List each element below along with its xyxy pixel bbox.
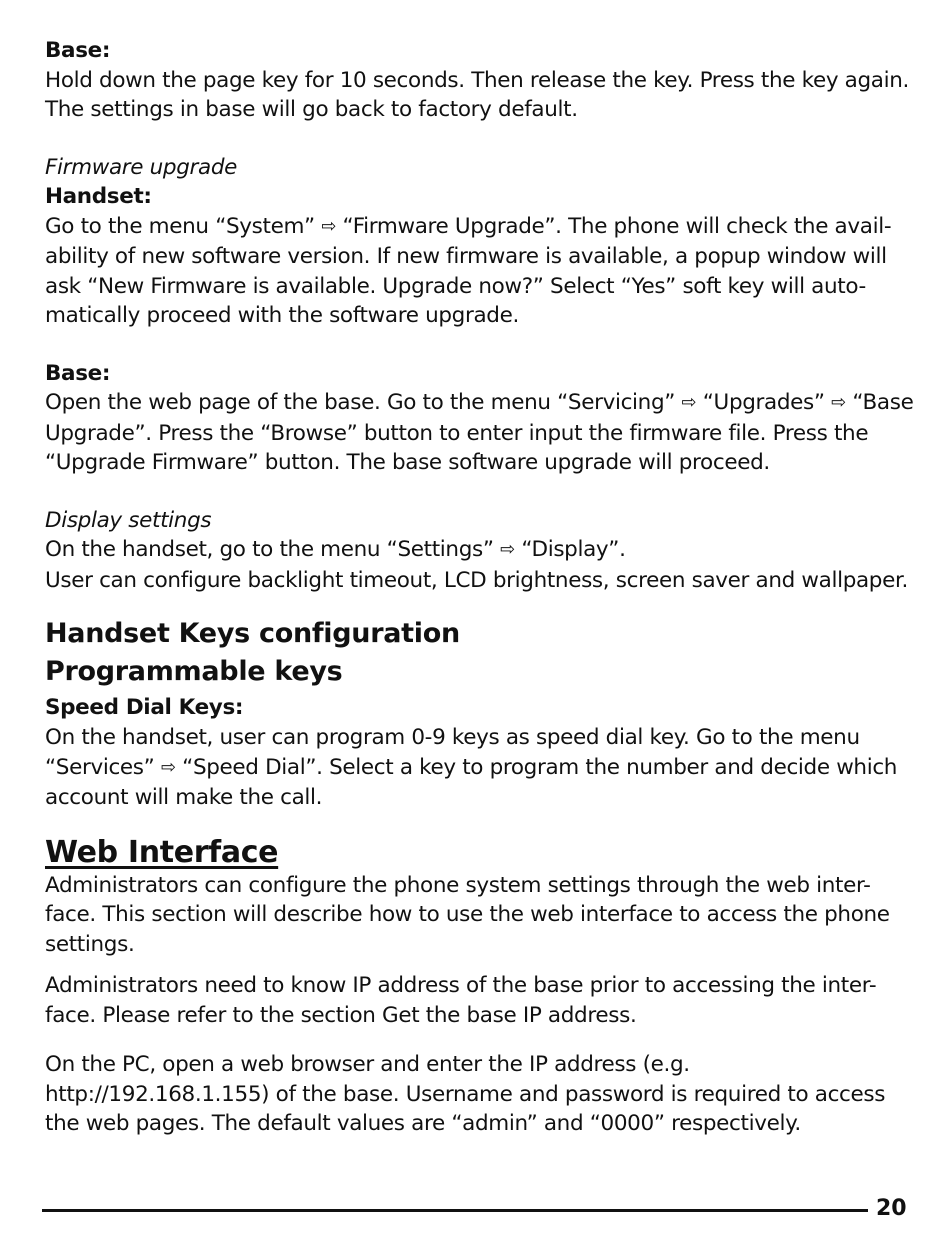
page-content [45,36,915,1139]
arrow-right-icon: ⇨ [681,392,697,413]
firmware-handset-text-part-1: Go to the menu “System” [45,213,322,239]
firmware-base-text-part-1: Open the web page of the base. Go to the menu “Servicing” [45,390,682,415]
page-number: 20 [876,1196,907,1221]
web-interface-paragraph-2: Administrators need to know IP address of the base prior to accessing the inter-face. Please refer to the section Get the base IP address. [45,973,877,1028]
firmware-handset-text-part-2: “Firmware Upgrade”. The phone will check the avail-ability of new software version. If new firmware is available, a popup window will ask “New Firmware is available. Upgrade now?” Select “Yes” soft key will auto-matically proceed with the software upgrade. [45,213,892,328]
display-settings-line-2: User can configure backlight timeout, LCD brightness, screen saver and wallpaper. [45,567,908,593]
firmware-base-text-part-3: “Base Upgrade”. Press the “Browse” button to enter input the firmware file. Press the “Upgrade Firmware” button. The base software upgrade will proceed. [45,390,914,475]
base-reset-label: Base: [45,38,111,63]
firmware-upgrade-heading: Firmware upgrade [45,154,237,180]
arrow-right-icon: ⇨ [160,756,176,778]
handset-keys-title: Handset Keys configuration [45,618,460,649]
firmware-base-label: Base: [45,360,111,386]
speed-dial-text-part-2: “Speed Dial”. Select a key to program the number and decide which account will make the call. [45,754,898,810]
display-line-1-part-1: On the handset, go to the menu “Settings” [45,537,501,562]
speed-dial-text-part-1: On the handset, user can program 0-9 keys as speed dial key. Go to the menu “Services” [45,725,860,780]
base-reset-text: Hold down the page key for 10 seconds. Then release the key. Press the key again. The settings in base will go back to factory default. [45,67,910,122]
web-interface-paragraph-1: Administrators can configure the phone system settings through the web inter-face. This section will describe how to use the web interface to access the phone settings. [45,872,890,957]
footer-rule [42,1209,868,1212]
display-settings-line-1 [45,535,915,566]
firmware-handset-label: Handset: [45,184,152,209]
arrow-right-icon: ⇨ [500,539,515,560]
firmware-handset-text [45,212,915,331]
firmware-base-text [45,388,915,478]
programmable-keys-subtitle: Programmable keys [45,656,343,687]
arrow-right-icon: ⇨ [831,392,846,413]
speed-dial-label: Speed Dial Keys: [45,695,244,720]
display-line-1-part-2: “Display”. [514,537,626,562]
web-interface-title: Web Interface [45,834,279,870]
arrow-right-icon: ⇨ [321,215,337,237]
speed-dial-text [45,723,915,813]
web-interface-paragraph-3: On the PC, open a web browser and enter the IP address (e.g. http://192.168.1.155) of the base. Username and password is required to access the web pages. The default values are “admin” and “0000” respectively. [45,1052,886,1136]
display-settings-heading: Display settings [45,507,212,533]
firmware-base-text-part-2: “Upgrades” [696,390,832,415]
